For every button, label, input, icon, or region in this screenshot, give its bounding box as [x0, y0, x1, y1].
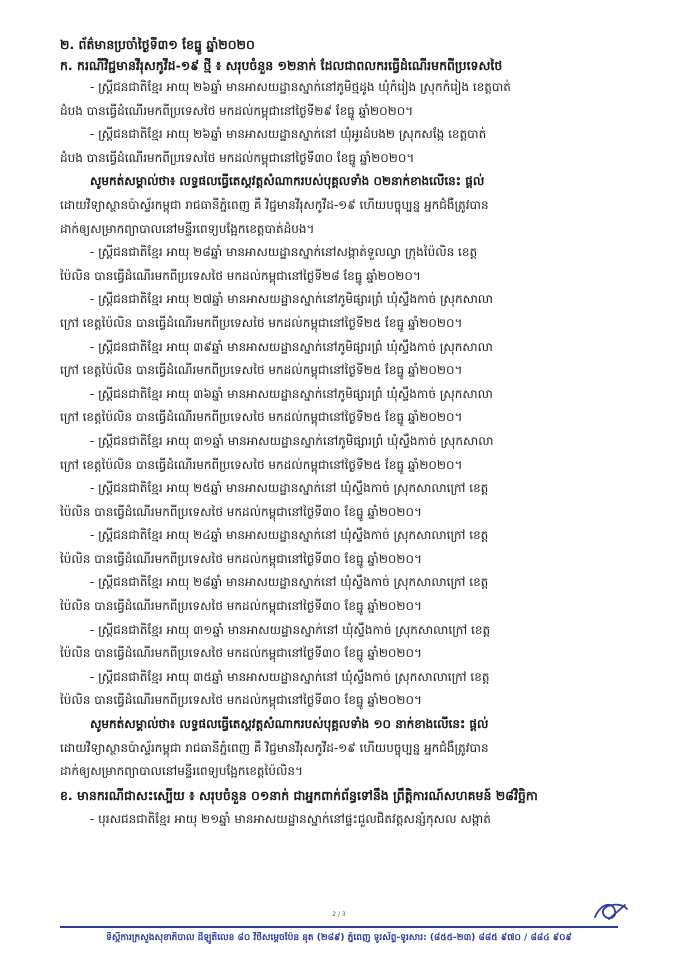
paragraph — [60, 76, 645, 123]
paragraph-line: - បុរសជនជាតិខ្មែរ អាយុ ២១ឆ្នាំ មានអាសយដ្ឋានស្នាក់នៅផ្ទះជួលជិតវត្តសន្សំកុសល សង្កាត់ — [90, 811, 491, 826]
page-number: 2 / 3 — [332, 911, 346, 918]
paragraph-line: ដាក់ឲ្យសម្រាកព្យាបាលនៅមន្ទីរពេទ្យបង្អែកខេត្តប៉ៃលិន។ — [60, 764, 303, 779]
footer-address: ទីស្តីការក្រសួងសុខាភិបាល ដីឡូតិ៍លេខ ៨០ វិថីសម្តេចប៉ែន នុត (២៨៩) ភ្នំពេញ ទូរស័ព្ទ-ទូរសារ: (៨៥៥-២៣) ៨៨៥ ៩៧០ / ៨៨៤ ៩០៩ — [106, 933, 572, 943]
paragraph-line: - ស្ត្រីជនជាតិខ្មែរ អាយុ ២៦ឆ្នាំ មានអាសយដ្ឋានស្នាក់នៅភូមិថ្មដូង ឃុំកំរៀង ស្រុកកំរៀង ខេត្តបាត់ — [90, 80, 511, 94]
paragraph-line: ក្រៅ ខេត្តប៉ៃលិន បានធ្វើដំណើរមកពីប្រទេសថៃ មកដល់កម្ពុជានៅថ្ងៃទី២៥ ខែធ្នូ ឆ្នាំ២០២០។ — [60, 410, 463, 425]
paragraph-line: សូមកត់សម្គាល់ថា៖ លទ្ធផលធ្វើតេស្តវត្តសំណាករបស់បុគ្គលទាំង ១០ នាក់ខាងលើនេះ ផ្តល់ — [90, 717, 489, 732]
paragraph-line: - ស្ត្រីជនជាតិខ្មែរ អាយុ ២៤ឆ្នាំ មានអាសយដ្ឋានស្នាក់នៅ ឃុំស្ទឹងកាច់ ស្រុកសាលាក្រៅ ខេត្ត — [90, 528, 489, 543]
paragraph-line: ប៉ៃលិន បានធ្វើដំណើរមកពីប្រទេសថៃ មកដល់កម្ពុជានៅថ្ងៃទី៣០ ខែធ្នូ ឆ្នាំ២០២០។ — [60, 599, 422, 614]
paragraph — [60, 241, 645, 288]
paragraph — [60, 123, 645, 170]
paragraph-line: ប៉ៃលិន បានធ្វើដំណើរមកពីប្រទេសថៃ មកដល់កម្ពុជានៅថ្ងៃទី៣០ ខែធ្នូ ឆ្នាំ២០២០។ — [60, 646, 422, 661]
section-b-title: ខ. មានករណីជាសះស្បើយ ៖ សរុបចំនួន ០១នាក់ ជាអ្នកពាក់ព័ន្ធទៅនឹង ព្រឹត្តិការណ៍សហគមន៍ ២៨វិច្ឆិកា — [60, 787, 538, 803]
paragraph-line: ដំបង បានធ្វើដំណើរមកពីប្រទេសថៃ មកដល់កម្ពុជានៅថ្ងៃទី២៩ ខែធ្នូ ឆ្នាំ២០២០។ — [60, 103, 414, 118]
paragraph — [60, 288, 645, 335]
paragraph-line: - ស្ត្រីជនជាតិខ្មែរ អាយុ ៣៥ឆ្នាំ មានអាសយដ្ឋានស្នាក់នៅ ឃុំស្ទឹងកាច់ ស្រុកសាលាក្រៅ ខេត្ត — [90, 669, 490, 684]
paragraph-line: ក្រៅ ខេត្តប៉ៃលិន បានធ្វើដំណើរមកពីប្រទេសថៃ មកដល់កម្ពុជានៅថ្ងៃទី២៥ ខែធ្នូ ឆ្នាំ២០២០។ — [60, 457, 463, 472]
paragraph-line: - ស្ត្រីជនជាតិខ្មែរ អាយុ ៣១ឆ្នាំ មានអាសយដ្ឋានស្នាក់នៅភូមិផ្សារព្រំ ឃុំស្ទឹងកាច់ ស្រុកសាលា — [90, 433, 494, 448]
paragraph — [60, 571, 645, 618]
note-paragraph — [60, 170, 645, 241]
paragraph-line: - ស្ត្រីជនជាតិខ្មែរ អាយុ ២៧ឆ្នាំ មានអាសយដ្ឋានស្នាក់នៅភូមិផ្សារព្រំ ឃុំស្ទឹងកាច់ ស្រុកសាលា — [90, 292, 494, 307]
paragraph — [60, 336, 645, 383]
paragraph-line: ប៉ៃលិន បានធ្វើដំណើរមកពីប្រទេសថៃ មកដល់កម្ពុជានៅថ្ងៃទី៣០ ខែធ្នូ ឆ្នាំ២០២០។ — [60, 504, 422, 519]
paragraph — [60, 524, 645, 571]
paragraph-line: - ស្ត្រីជនជាតិខ្មែរ អាយុ ២៨ឆ្នាំ មានអាសយដ្ឋានស្នាក់នៅ ឃុំស្ទឹងកាច់ ស្រុកសាលាក្រៅ ខេត្ត — [90, 575, 489, 590]
document-title: ២. ព័ត៌មានប្រចាំថ្ងៃទី៣១ ខែធ្នូ ឆ្នាំ២០២០ — [60, 37, 255, 52]
paragraph-line: ដោយវិទ្យាស្ថានប៉ាស្ទ័រកម្ពុជា រាជធានីភ្នំពេញ គឺ វិជ្ជមានវីរុសកូវីដ-១៩ ហើយបច្ចុប្បន្ន អ្នកជំងឺត្រូវបាន — [60, 197, 489, 212]
paragraph — [60, 430, 645, 477]
paragraph — [60, 383, 645, 430]
paragraph-line: ដោយវិទ្យាស្ថានប៉ាស្ទ័រកម្ពុជា រាជធានីភ្នំពេញ គឺ វិជ្ជមានវីរុសកូវីដ-១៩ ហើយបច្ចុប្បន្ន អ្នកជំងឺត្រូវបាន — [60, 740, 489, 755]
paragraph — [60, 666, 645, 713]
paragraph-line: - ស្ត្រីជនជាតិខ្មែរ អាយុ ៣៦ឆ្នាំ មានអាសយដ្ឋានស្នាក់នៅភូមិផ្សារព្រំ ឃុំស្ទឹងកាច់ ស្រុកសាលា — [90, 386, 493, 401]
paragraph-line: - ស្ត្រីជនជាតិខ្មែរ អាយុ ២៥ឆ្នាំ មានអាសយដ្ឋានស្នាក់នៅ ឃុំស្ទឹងកាច់ ស្រុកសាលាក្រៅ ខេត្ត — [90, 481, 489, 496]
paragraph-line: ប៉ៃលិន បានធ្វើដំណើរមកពីប្រទេសថៃ មកដល់កម្ពុជានៅថ្ងៃទី៣០ ខែធ្នូ ឆ្នាំ២០២០។ — [60, 551, 422, 566]
paragraph-line: ដាក់ឲ្យសម្រាកព្យាបាលនៅមន្ទីរពេទ្យបង្អែកខេត្តបាត់ដំបង។ — [60, 221, 315, 236]
paragraph-line: - ស្ត្រីជនជាតិខ្មែរ អាយុ ៣៩ឆ្នាំ មានអាសយដ្ឋានស្នាក់នៅភូមិផ្សារព្រំ ឃុំស្ទឹងកាច់ ស្រុកសាលា — [90, 339, 493, 354]
paragraph-line: ដំបង បានធ្វើដំណើរមកពីប្រទេសថៃ មកដល់កម្ពុជានៅថ្ងៃទី៣០ ខែធ្នូ ឆ្នាំ២០២០។ — [60, 150, 415, 165]
paragraph-line: ក្រៅ ខេត្តប៉ៃលិន បានធ្វើដំណើរមកពីប្រទេសថៃ មកដល់កម្ពុជានៅថ្ងៃទី២៥ ខែធ្នូ ឆ្នាំ២០២០។ — [60, 315, 463, 330]
paragraph-line: ប៉ៃលិន បានធ្វើដំណើរមកពីប្រទេសថៃ មកដល់កម្ពុជានៅថ្ងៃទី២៨ ខែធ្នូ ឆ្នាំ២០២០។ — [60, 268, 421, 283]
note-paragraph — [60, 713, 645, 784]
paragraph — [60, 619, 645, 666]
paragraph — [60, 477, 645, 524]
paragraph-line: - ស្ត្រីជនជាតិខ្មែរ អាយុ ២៦ឆ្នាំ មានអាសយដ្ឋានស្នាក់នៅ ឃុំអូរដំបង២ ស្រុកសង្កែ ខេត្តបាត់ — [90, 127, 487, 142]
paragraph-line: ប៉ៃលិន បានធ្វើដំណើរមកពីប្រទេសថៃ មកដល់កម្ពុជានៅថ្ងៃទី៣០ ខែធ្នូ ឆ្នាំ២០២០។ — [60, 693, 422, 708]
signature-icon — [591, 897, 631, 925]
paragraph-line: ក្រៅ ខេត្តប៉ៃលិន បានធ្វើដំណើរមកពីប្រទេសថៃ មកដល់កម្ពុជានៅថ្ងៃទី២៥ ខែធ្នូ ឆ្នាំ២០២០។ — [60, 363, 463, 378]
paragraph-line: - ស្ត្រីជនជាតិខ្មែរ អាយុ ៣១ឆ្នាំ មានអាសយដ្ឋានស្នាក់នៅ ឃុំស្ទឹងកាច់ ស្រុកសាលាក្រៅ ខេត្ត — [90, 622, 491, 637]
document-body — [60, 34, 645, 831]
paragraph-line: - ស្ត្រីជនជាតិខ្មែរ អាយុ ២៨ឆ្នាំ មានអាសយដ្ឋានស្នាក់នៅសង្កាត់ទួលល្វា ក្រុងប៉ៃលិន ខេត្ត — [90, 245, 478, 260]
paragraph-line: សូមកត់សម្គាល់ថា៖ លទ្ធផលធ្វើតេស្តវត្តសំណាករបស់បុគ្គលទាំង ០២នាក់ខាងលើនេះ ផ្តល់ — [90, 174, 485, 189]
footer-divider — [60, 926, 618, 928]
section-a-title: ក. ករណីវិជ្ជមានវីរុសកូវីដ-១៩ ថ្មី ៖ សរុបចំនួន ១២នាក់ ដែលជាពលករធ្វើដំណើរមកពីប្រទេសថៃ — [60, 58, 503, 73]
